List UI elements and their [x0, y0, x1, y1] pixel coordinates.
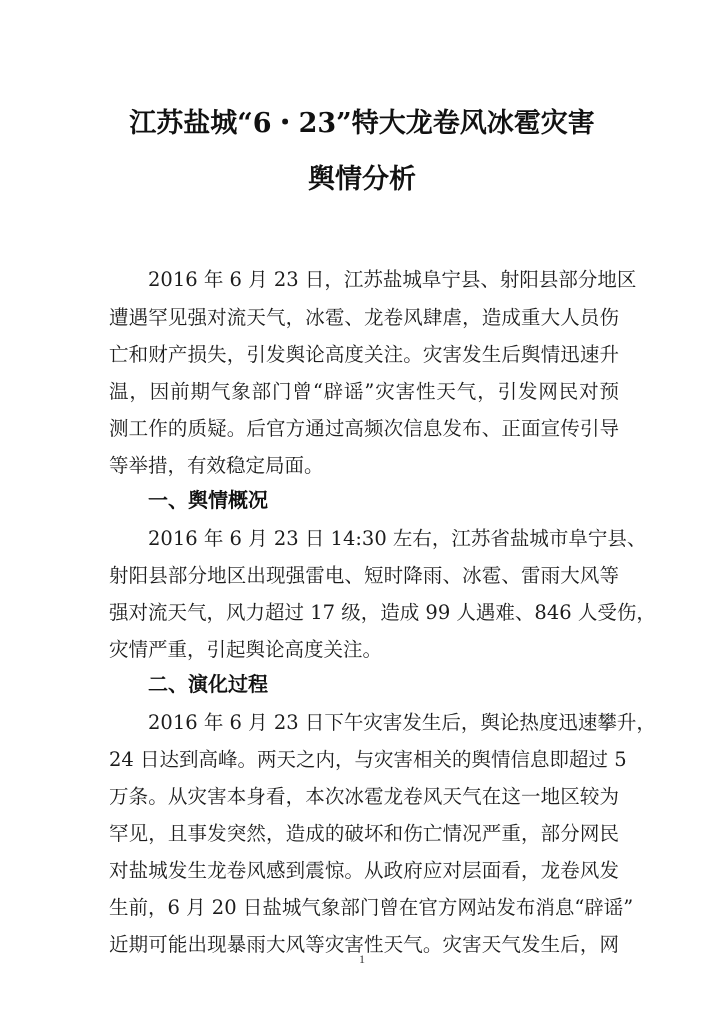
paragraph-line: 测工作的质疑。后官方通过高频次信息发布、正面宣传引导	[109, 417, 619, 440]
page-number: 1	[359, 952, 365, 966]
paragraph-line: 强对流天气，风力超过 17 级，造成 99 人遇难、846 人受伤，	[109, 601, 656, 624]
paragraph-line: 等举措，有效稳定局面。	[109, 454, 324, 477]
paragraph-line: 近期可能出现暴雨大风等灾害性天气。灾害天气发生后，网	[109, 933, 619, 956]
paragraph-line: 2016 年 6 月 23 日，江苏盐城阜宁县、射阳县部分地区	[148, 268, 637, 291]
section-heading-evolution: 二、演化过程	[148, 672, 268, 696]
paragraph-line: 24 日达到高峰。两天之内，与灾害相关的舆情信息即超过 5	[109, 748, 627, 771]
paragraph-line: 射阳县部分地区出现强雷电、短时降雨、冰雹、雷雨大风等	[109, 564, 619, 587]
paragraph-line: 亡和财产损失，引发舆论高度关注。灾害发生后舆情迅速升	[109, 343, 619, 366]
paragraph-line: 2016 年 6 月 23 日 14:30 左右，江苏省盐城市阜宁县、	[148, 527, 647, 550]
paragraph-line: 罕见，且事发突然，造成的破坏和伤亡情况严重，部分网民	[109, 822, 619, 845]
section-heading-overview: 一、舆情概况	[148, 488, 268, 512]
paragraph-line: 万条。从灾害本身看，本次冰雹龙卷风天气在这一地区较为	[109, 785, 619, 808]
paragraph-line: 生前，6 月 20 日盐城气象部门曾在官方网站发布消息“辟谣”	[109, 896, 634, 919]
document-title-line-2: 舆情分析	[308, 164, 416, 195]
paragraph-line: 对盐城发生龙卷风感到震惊。从政府应对层面看，龙卷风发	[109, 859, 619, 882]
paragraph-line: 2016 年 6 月 23 日下午灾害发生后，舆论热度迅速攀升，	[148, 711, 656, 734]
paragraph-line: 灾情严重，引起舆论高度关注。	[109, 638, 383, 661]
paragraph-line: 温，因前期气象部门曾“辟谣”灾害性天气，引发网民对预	[109, 380, 619, 403]
document-title-line-1: 江苏盐城“6・23”特大龙卷风冰雹灾害	[129, 108, 595, 139]
paragraph-line: 遭遇罕见强对流天气，冰雹、龙卷风肆虐，造成重大人员伤	[109, 306, 619, 329]
